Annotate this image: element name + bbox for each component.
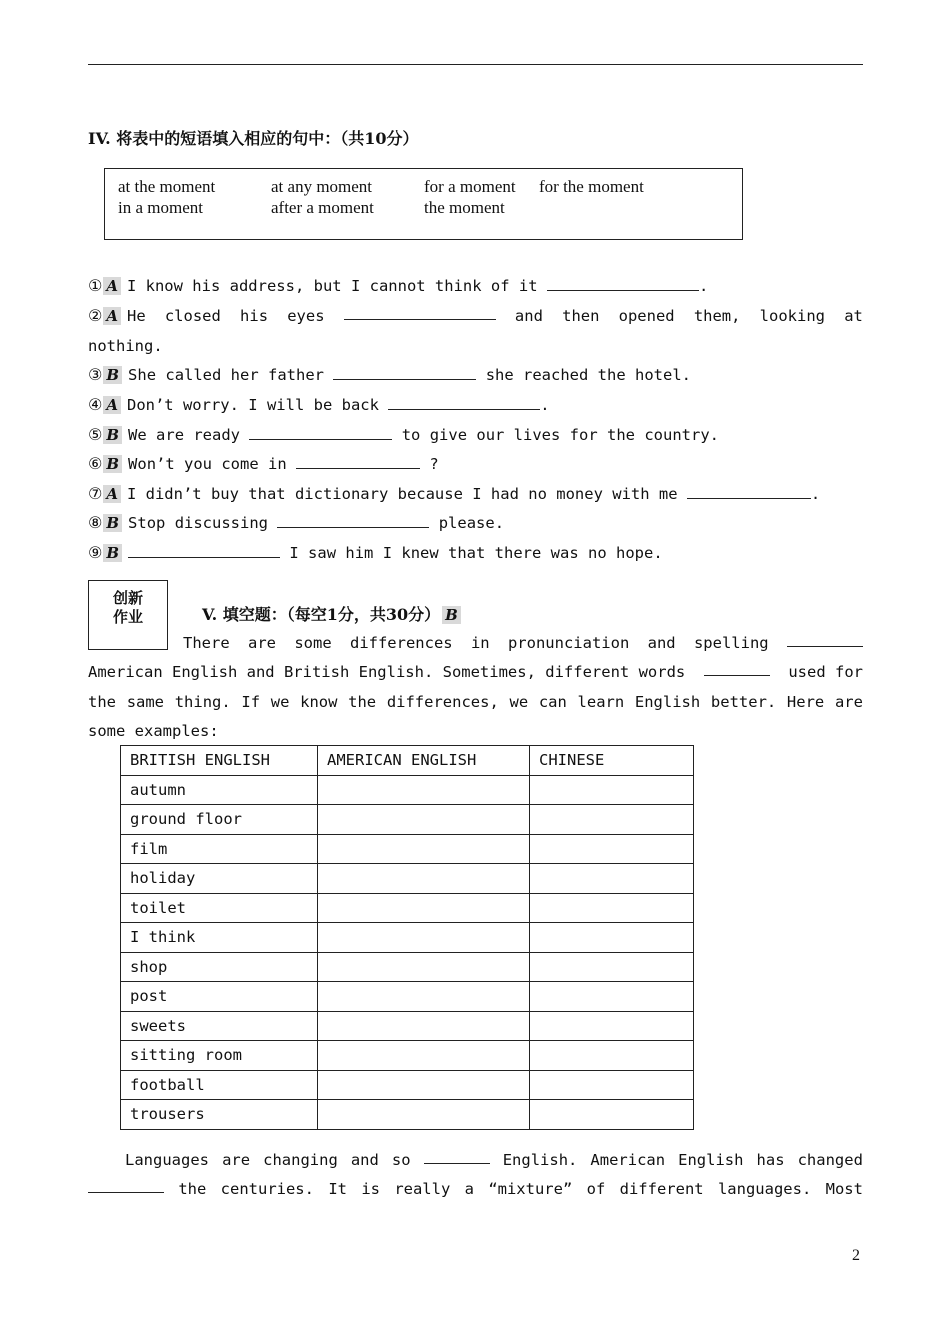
table-row — [121, 923, 694, 953]
table-row — [121, 952, 694, 982]
chinese-answer-cell[interactable] — [530, 775, 694, 805]
difficulty-tag: B — [442, 606, 461, 624]
chinese-answer-cell[interactable] — [530, 952, 694, 982]
american-answer-cell[interactable] — [318, 923, 530, 953]
passage-word: spelling — [693, 634, 769, 652]
page-number: 2 — [852, 1247, 860, 1264]
passage-line — [88, 687, 863, 717]
question-text: I know his address, but I cannot think of it — [126, 277, 538, 295]
passage-word: is — [361, 1180, 380, 1198]
table-row — [121, 1041, 694, 1071]
british-word-cell: trousers — [121, 1100, 318, 1130]
table-header: AMERICAN ENGLISH — [318, 746, 530, 776]
chinese-answer-cell[interactable] — [530, 1011, 694, 1041]
question-number: ⑥ — [88, 454, 103, 473]
american-answer-cell[interactable] — [318, 1041, 530, 1071]
question-text: to give our lives for the country. — [401, 426, 719, 444]
question-number: ⑦ — [88, 484, 103, 503]
passage-word: same — [126, 693, 165, 711]
difficulty-tag: B — [103, 455, 122, 473]
passage-word: a — [464, 1180, 474, 1198]
passage-word: languages. — [717, 1180, 812, 1198]
chinese-answer-cell[interactable] — [530, 834, 694, 864]
question-number: ④ — [88, 395, 103, 414]
table-row — [121, 1011, 694, 1041]
american-answer-cell[interactable] — [318, 1011, 530, 1041]
question-word: He — [126, 307, 146, 325]
question-5 — [88, 420, 863, 450]
question-7 — [88, 479, 863, 509]
question-end: . — [698, 277, 709, 295]
chinese-answer-cell[interactable] — [530, 805, 694, 835]
table-row — [121, 982, 694, 1012]
answer-blank[interactable] — [388, 391, 540, 410]
question-word: looking — [759, 307, 825, 325]
answer-blank[interactable] — [424, 1145, 490, 1164]
table-row — [121, 1100, 694, 1130]
answer-blank[interactable] — [88, 1174, 164, 1193]
british-word-cell: shop — [121, 952, 318, 982]
question-end: . — [810, 485, 821, 503]
british-word-cell: ground floor — [121, 805, 318, 835]
passage-word: so — [391, 1151, 411, 1169]
passage-word: If — [241, 693, 261, 711]
box-label: 创新 — [112, 589, 143, 607]
question-number: ⑧ — [88, 513, 103, 532]
passage-text: used for — [788, 663, 863, 681]
question-word: opened — [618, 307, 675, 325]
answer-blank[interactable] — [687, 480, 811, 499]
british-word-cell: sitting room — [121, 1041, 318, 1071]
passage-word: know — [300, 693, 338, 711]
difficulty-tag: A — [103, 396, 121, 414]
answer-blank[interactable] — [277, 509, 429, 528]
american-answer-cell[interactable] — [318, 1070, 530, 1100]
passage-word: the — [348, 693, 377, 711]
innovation-homework-box — [88, 580, 168, 650]
passage-line — [183, 628, 863, 658]
chinese-answer-cell[interactable] — [530, 864, 694, 894]
passage-word: better. — [710, 693, 777, 711]
question-word: them, — [693, 307, 741, 325]
table-header-row — [121, 746, 694, 776]
table-row — [121, 775, 694, 805]
phrase-item: in a moment — [118, 198, 203, 217]
phrase-item: at any moment — [271, 177, 373, 196]
question-number: ⑨ — [88, 543, 103, 562]
difficulty-tag: A — [103, 277, 121, 295]
question-word: and — [514, 307, 543, 325]
answer-blank[interactable] — [547, 272, 699, 291]
passage-word: we — [509, 693, 529, 711]
difficulty-tag: B — [103, 366, 122, 384]
phrase-item: the moment — [424, 198, 505, 217]
passage-line: some examples: — [88, 722, 219, 740]
american-answer-cell[interactable] — [318, 982, 530, 1012]
section-5-heading — [202, 602, 467, 625]
american-answer-cell[interactable] — [318, 952, 530, 982]
passage-word: Languages — [125, 1151, 209, 1169]
passage-word: English — [678, 1151, 744, 1169]
american-answer-cell[interactable] — [318, 775, 530, 805]
passage-word: different — [619, 1180, 704, 1198]
question-9 — [88, 538, 863, 568]
british-word-cell: toilet — [121, 893, 318, 923]
chinese-answer-cell[interactable] — [530, 1100, 694, 1130]
question-end: . — [540, 396, 550, 414]
american-answer-cell[interactable] — [318, 1100, 530, 1130]
passage-word: the — [178, 1180, 207, 1198]
passage-word: Here — [786, 693, 825, 711]
passage-word: really — [394, 1180, 451, 1198]
question-word: his — [240, 307, 269, 325]
passage-word: There — [183, 634, 230, 652]
passage-word: we — [270, 693, 290, 711]
table-row — [121, 864, 694, 894]
question-2-continued: nothing. — [88, 337, 163, 355]
question-number: ① — [88, 276, 103, 295]
passage-word: some — [294, 634, 332, 652]
passage-word: English — [634, 693, 701, 711]
passage-word: American — [590, 1151, 666, 1169]
chinese-answer-cell[interactable] — [530, 923, 694, 953]
difficulty-tag: A — [103, 307, 121, 325]
question-text: please. — [438, 514, 505, 532]
passage-word: changing — [263, 1151, 338, 1169]
question-4 — [88, 390, 863, 420]
difficulty-tag: B — [103, 514, 122, 532]
phrase-box — [104, 168, 743, 240]
table-row — [121, 893, 694, 923]
british-word-cell: I think — [121, 923, 318, 953]
question-1 — [88, 271, 863, 301]
question-text: She called her father — [128, 366, 324, 384]
phrase-item: for a moment — [424, 177, 516, 196]
british-word-cell: autumn — [121, 775, 318, 805]
american-answer-cell[interactable] — [318, 893, 530, 923]
question-text: We are ready — [128, 426, 241, 444]
passage-word: changed — [797, 1151, 863, 1169]
question-word: at — [844, 307, 863, 325]
passage-line — [125, 1145, 863, 1175]
passage-line — [88, 1174, 863, 1204]
question-text: Stop discussing — [128, 514, 269, 532]
table-header: CHINESE — [530, 746, 694, 776]
answer-blank[interactable] — [344, 301, 496, 320]
question-word: closed — [164, 307, 221, 325]
phrase-item: for the moment — [539, 177, 644, 196]
passage-word: differences, — [386, 693, 499, 711]
table-row — [121, 805, 694, 835]
passage-word: centuries. — [220, 1180, 314, 1198]
answer-blank[interactable] — [128, 539, 280, 558]
question-text: I saw him I knew that there was no hope. — [289, 544, 663, 562]
header-rule — [88, 64, 863, 65]
question-end: ? — [429, 455, 439, 473]
passage-word: of — [586, 1180, 606, 1198]
difficulty-tag: B — [103, 426, 122, 444]
chinese-answer-cell[interactable] — [530, 1041, 694, 1071]
chinese-answer-cell[interactable] — [530, 893, 694, 923]
question-8 — [88, 508, 863, 538]
british-word-cell: film — [121, 834, 318, 864]
box-label: 作业 — [112, 608, 143, 626]
passage-word: and — [350, 1151, 379, 1169]
passage-word: Most — [825, 1180, 863, 1198]
chinese-answer-cell[interactable] — [530, 982, 694, 1012]
question-word: then — [562, 307, 600, 325]
table-header: BRITISH ENGLISH — [121, 746, 318, 776]
passage-line — [88, 657, 863, 687]
british-word-cell: football — [121, 1070, 318, 1100]
question-3 — [88, 360, 863, 390]
american-answer-cell[interactable] — [318, 805, 530, 835]
passage-word: It — [328, 1180, 347, 1198]
passage-word: thing. — [174, 693, 231, 711]
answer-blank[interactable] — [333, 361, 476, 380]
passage-word: learn — [577, 693, 625, 711]
british-word-cell: holiday — [121, 864, 318, 894]
passage-word: the — [88, 693, 116, 711]
difficulty-tag: B — [103, 544, 122, 562]
passage-word: can — [538, 693, 567, 711]
question-2 — [88, 301, 863, 331]
question-text: she reached the hotel. — [485, 366, 691, 384]
question-6 — [88, 449, 863, 479]
question-number: ② — [88, 306, 103, 325]
question-word: eyes — [287, 307, 325, 325]
passage-word: differences — [349, 634, 453, 652]
answer-blank[interactable] — [296, 450, 420, 469]
passage-word: pronunciation — [507, 634, 630, 652]
answer-blank[interactable] — [249, 421, 392, 440]
answer-blank[interactable] — [704, 657, 770, 676]
passage-word: are — [222, 1151, 251, 1169]
question-text: Don’t worry. I will be back — [126, 396, 379, 414]
section-4-heading: IV. 将表中的短语填入相应的句中：（共10分） — [88, 129, 419, 148]
difficulty-tag: A — [103, 485, 121, 503]
chinese-answer-cell[interactable] — [530, 1070, 694, 1100]
question-number: ③ — [88, 365, 103, 384]
passage-text: American English and British English. Sometimes, different words — [88, 663, 686, 681]
table-row — [121, 1070, 694, 1100]
british-word-cell: sweets — [121, 1011, 318, 1041]
question-text: I didn’t buy that dictionary because I had no money with me — [126, 485, 678, 503]
answer-blank[interactable] — [787, 628, 863, 647]
passage-word: in — [470, 634, 490, 652]
passage-word: and — [647, 634, 676, 652]
passage-word: English. — [502, 1151, 578, 1169]
question-text: Won’t you come in — [128, 455, 287, 473]
american-answer-cell[interactable] — [318, 834, 530, 864]
passage-word: are — [248, 634, 276, 652]
american-answer-cell[interactable] — [318, 864, 530, 894]
question-number: ⑤ — [88, 425, 103, 444]
phrase-item: after a moment — [271, 198, 374, 217]
phrase-item: at the moment — [118, 177, 216, 196]
vocabulary-table — [120, 745, 694, 1130]
passage-word: “mixture” — [488, 1180, 573, 1198]
british-word-cell: post — [121, 982, 318, 1012]
passage-word: has — [756, 1151, 785, 1169]
section-5-heading-text: V. 填空题：（每空1分，共30分） — [202, 605, 441, 624]
table-row — [121, 834, 694, 864]
passage-word: are — [834, 693, 863, 711]
